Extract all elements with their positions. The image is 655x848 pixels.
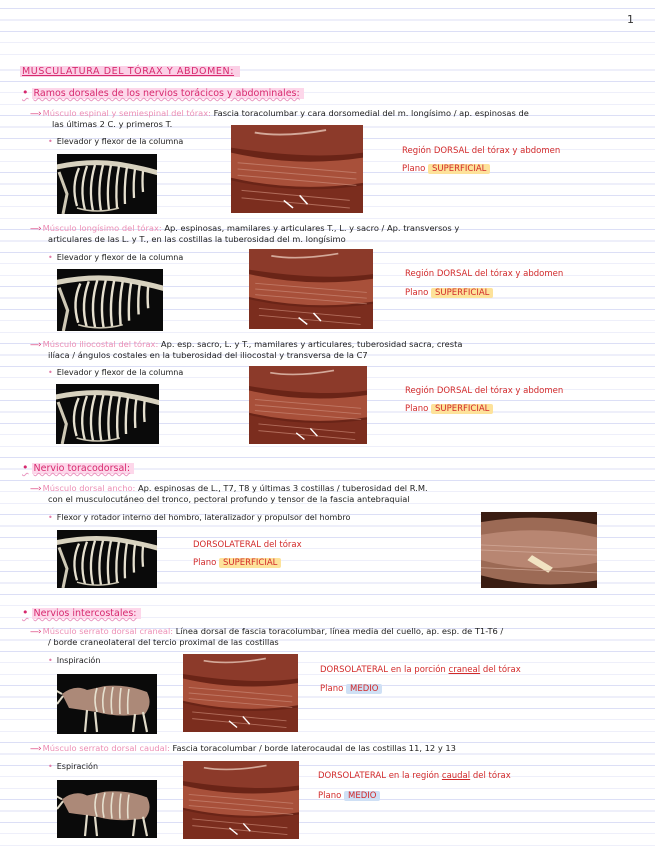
muscle-origin-insertion: Ap. espinosas de L., T7, T8 y últimas 3 costillas / tuberosidad del R.M.	[137, 483, 428, 493]
muscle-name: Músculo serrato dorsal caudal:	[42, 743, 170, 753]
region-label: DORSOLATERAL en la región caudal del tórax	[318, 771, 511, 781]
muscle-text-line2: con el musculocutáneo del tronco, pectoral profundo y tensor de la fascia antebraquial	[48, 494, 410, 504]
muscle-function: • Flexor y rotador interno del hombro, lateralizador y propulsor del hombro	[48, 513, 351, 522]
region-label: Región DORSAL del tórax y abdomen	[405, 386, 564, 396]
region-label: Región DORSAL del tórax y abdomen	[405, 269, 564, 279]
page-number: 1	[627, 13, 634, 26]
muscle-function: • Elevador y flexor de la columna	[48, 368, 184, 377]
muscle-text-line2: / borde craneolateral del tercio proximal de las costillas	[48, 637, 279, 647]
skeleton-image	[56, 384, 159, 444]
muscle-function: • Elevador y flexor de la columna	[48, 137, 184, 146]
skeleton-image	[57, 269, 163, 331]
muscle-name: Músculo iliocostal del tórax:	[42, 339, 159, 349]
arrow-right-icon: —›	[30, 224, 41, 234]
plane-label: Plano SUPERFICIAL	[405, 288, 493, 298]
dissection-image	[231, 125, 363, 213]
muscle-origin-insertion: Fascia toracolumbar / borde laterocaudal de las costillas 11, 12 y 13	[172, 743, 456, 753]
section-heading-intercostales: • Nervios intercostales:	[22, 606, 141, 619]
muscle-name: Músculo longísimo del tórax:	[42, 223, 162, 233]
muscle-origin-insertion: Fascia toracolumbar y cara dorsomedial del m. longísimo / ap. espinosas de	[213, 108, 529, 118]
plane-label: Plano MEDIO	[320, 684, 382, 694]
plane-badge: MEDIO	[344, 791, 380, 801]
dissection-image	[249, 366, 367, 444]
plane-label: Plano SUPERFICIAL	[193, 558, 281, 568]
skeleton-image	[57, 530, 157, 588]
plane-badge: SUPERFICIAL	[431, 404, 493, 414]
plane-label: Plano MEDIO	[318, 791, 380, 801]
section-heading-ramos-dorsales: • Ramos dorsales de los nervios torácicos y abdominales:	[22, 86, 304, 99]
dissection-image	[183, 654, 298, 732]
skeleton-image	[57, 674, 157, 734]
plane-badge: SUPERFICIAL	[219, 558, 281, 568]
skeleton-image	[57, 154, 157, 214]
arrow-right-icon: —›	[30, 109, 41, 119]
plane-badge: MEDIO	[346, 684, 382, 694]
muscle-name: Músculo dorsal ancho:	[42, 483, 136, 493]
muscle-entry-espinal	[30, 108, 529, 119]
muscle-entry-serrato-craneal	[30, 626, 503, 637]
muscle-entry-dorsal-ancho	[30, 483, 428, 494]
arrow-right-icon: —›	[30, 484, 41, 494]
muscle-name: Músculo espinal y semiespinal del tórax:	[42, 108, 211, 118]
region-label: DORSOLATERAL del tórax	[193, 540, 302, 550]
arrow-right-icon: —›	[30, 627, 41, 637]
plane-badge: SUPERFICIAL	[431, 288, 493, 298]
region-label: DORSOLATERAL en la porción craneal del tórax	[320, 665, 521, 675]
muscle-text-line2: articulares de las L. y T., en las costillas la tuberosidad del m. longísimo	[48, 234, 346, 244]
dissection-image	[249, 249, 373, 329]
muscle-entry-iliocostal	[30, 339, 462, 350]
muscle-text-line2: ilíaca / ángulos costales en la tuberosidad del iliocostal y transversa de la C7	[48, 350, 368, 360]
plane-label: Plano SUPERFICIAL	[405, 404, 493, 414]
muscle-origin-insertion: Línea dorsal de fascia toracolumbar, línea media del cuello, ap. esp. de T1-T6 /	[175, 626, 504, 636]
section-heading-toracodorsal: • Nervio toracodorsal:	[22, 461, 134, 474]
dissection-image	[183, 761, 299, 839]
muscle-origin-insertion: Ap. esp. sacro, L. y T., mamilares y articulares, tuberosidad sacra, cresta	[160, 339, 463, 349]
dissection-image	[481, 512, 597, 588]
muscle-function: • Espiración	[48, 762, 99, 771]
muscle-name: Músculo serrato dorsal craneal:	[42, 626, 174, 636]
bullet-icon: •	[22, 606, 29, 619]
plane-badge: SUPERFICIAL	[428, 164, 490, 174]
muscle-origin-insertion: Ap. espinosas, mamilares y articulares T., L. y sacro / Ap. transversos y	[164, 223, 460, 233]
plane-label: Plano SUPERFICIAL	[402, 164, 490, 174]
muscle-text-line2: las últimas 2 C. y primeros T.	[52, 119, 173, 129]
page-title: MUSCULATURA DEL TÓRAX Y ABDOMEN:	[20, 66, 240, 77]
arrow-right-icon: —›	[30, 340, 41, 350]
muscle-function: • Elevador y flexor de la columna	[48, 253, 184, 262]
region-label: Región DORSAL del tórax y abdomen	[402, 146, 561, 156]
muscle-entry-serrato-caudal	[30, 743, 456, 754]
muscle-function: • Inspiración	[48, 656, 101, 665]
skeleton-image	[57, 780, 157, 838]
arrow-right-icon: —›	[30, 744, 41, 754]
bullet-icon: •	[22, 86, 29, 99]
muscle-entry-longisimo	[30, 223, 459, 234]
bullet-icon: •	[22, 461, 29, 474]
